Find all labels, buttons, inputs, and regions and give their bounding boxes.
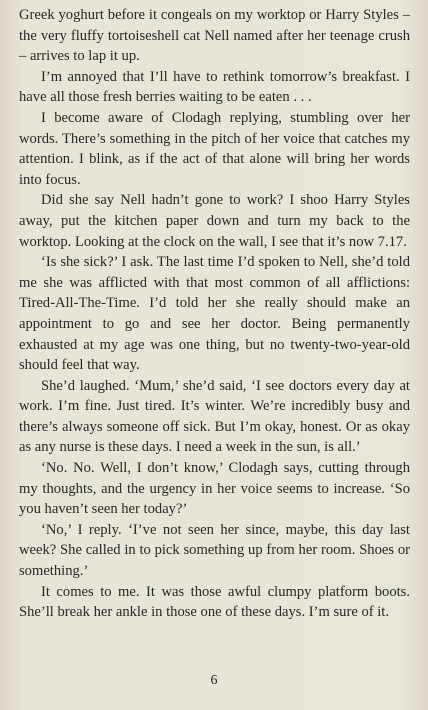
paragraph-2: I’m annoyed that I’ll have to rethink tomorrow’s breakfast. I have all those fresh berries waiting to be eaten . . .: [19, 68, 410, 106]
paragraph-7: ‘No. No. Well, I don’t know,’ Clodagh says, cutting through my thoughts, and the urgency in her voice seems to increase. ‘So you haven’t seen her today?’: [19, 460, 410, 518]
page-number: 6: [210, 673, 218, 688]
body-text: [19, 5, 410, 623]
paragraph-4: Did she say Nell hadn’t gone to work? I shoo Harry Styles away, put the kitchen paper down and turn my back to the worktop. Looking at the clock on the wall, I see that it’s now 7.17.: [19, 192, 410, 250]
paragraph-1: Greek yoghurt before it congeals on my worktop or Harry Styles – the very fluffy tortoiseshell cat Nell named after her teenage crush – arrives to lap it up.: [19, 7, 410, 65]
paragraph-5: ‘Is she sick?’ I ask. The last time I’d spoken to Nell, she’d told me she was afflicted with that most common of all afflictions: Tired-All-The-Time. I’d told her she really should make an appointment to go and see her doctor. Being permanently exhausted at my age was one thing, but no twenty-two-year-old should feel that way.: [19, 254, 410, 374]
paragraph-6: She’d laughed. ‘Mum,’ she’d said, ‘I see doctors every day at work. I’m fine. Just tired. It’s winter. We’re incredibly busy and there’s always someone off sick. But I’m okay, honest. Or as okay as any nurse is these days. I need a week in the sun, is all.’: [19, 377, 410, 456]
paragraph-9: It comes to me. It was those awful clumpy platform boots. She’ll break her ankle in those one of these days. I’m sure of it.: [19, 583, 410, 621]
paragraph-3: I become aware of Clodagh replying, stumbling over her words. There’s something in the pitch of her voice that catches my attention. I blink, as if the act of that alone will bring her words into focus.: [19, 109, 410, 188]
paragraph-8: ‘No,’ I reply. ‘I’ve not seen her since, maybe, this day last week? She called in to pick something up from her room. Shoes or something.’: [19, 521, 410, 580]
